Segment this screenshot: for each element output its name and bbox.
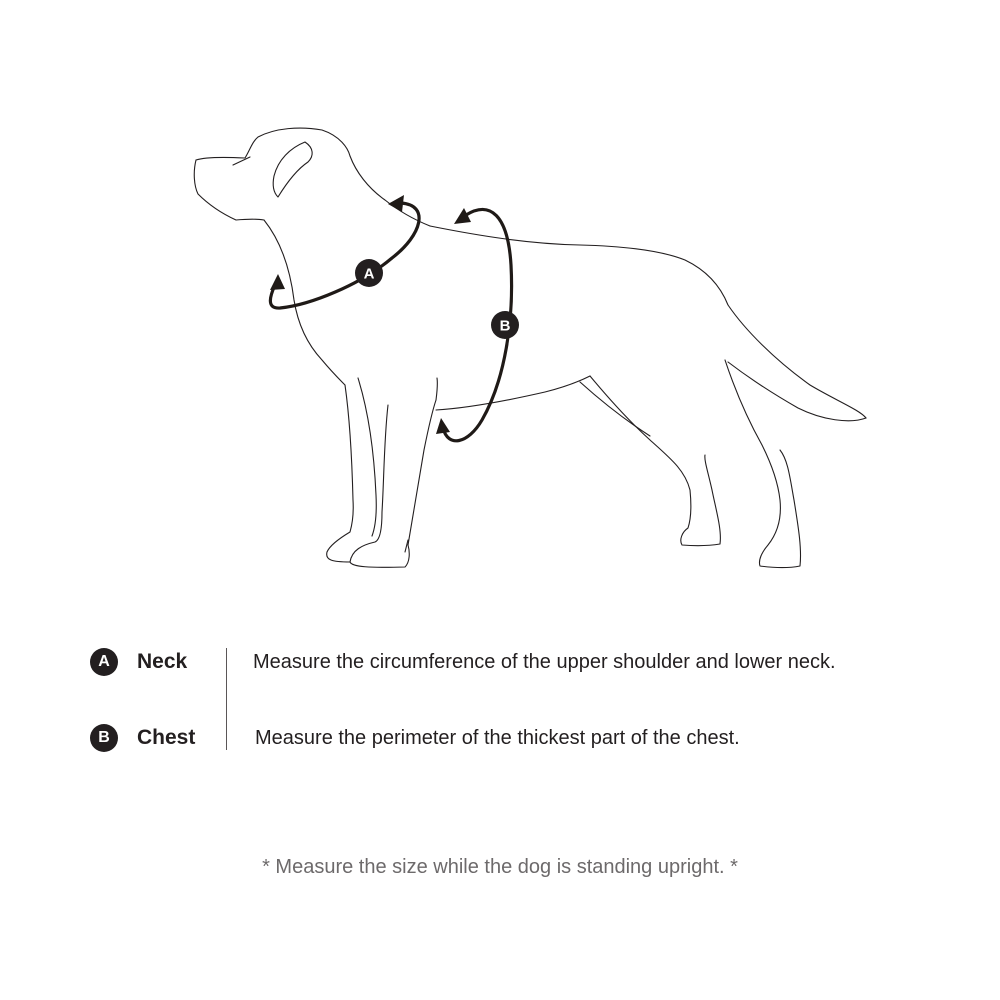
dog-ear-outline <box>273 142 312 197</box>
legend-name-neck: Neck <box>137 650 188 673</box>
legend-name-chest: Chest <box>137 726 196 749</box>
measurement-legend <box>90 645 950 755</box>
dog-jaw-outline <box>194 160 264 220</box>
dog-head-outline <box>196 128 430 226</box>
chest-arrow-bottom-icon <box>436 418 450 434</box>
dog-elbow-detail <box>436 378 437 400</box>
chest-measurement <box>436 208 519 441</box>
neck-arrow-top-icon <box>388 195 404 212</box>
marker-b-label: B <box>499 317 511 335</box>
legend-row-chest <box>90 723 950 753</box>
legend-badge-b: B <box>90 724 118 752</box>
dog-toe-detail <box>405 540 408 552</box>
dog-hind-thigh <box>725 360 801 568</box>
marker-a-label: A <box>363 265 375 283</box>
dog-front-leg-outline <box>327 385 354 562</box>
dog-outline <box>194 128 866 567</box>
chest-arrow-top-icon <box>454 208 471 224</box>
neck-arrow-bottom-icon <box>270 274 285 290</box>
dog-tail-outline <box>728 362 866 421</box>
dog-front-leg-near <box>350 405 388 562</box>
legend-description-chest: Measure the perimeter of the thickest part of the chest. <box>255 727 740 749</box>
dog-front-leg-inner <box>358 378 376 536</box>
dog-front-paw-near <box>350 400 436 567</box>
legend-badge-a: A <box>90 648 118 676</box>
footnote: * Measure the size while the dog is standing upright. * <box>262 856 738 878</box>
legend-row-neck <box>90 647 950 677</box>
dog-belly-outline <box>436 376 590 410</box>
dog-hind-leg-near <box>580 382 650 436</box>
legend-description-neck: Measure the circumference of the upper shoulder and lower neck. <box>253 651 836 673</box>
dog-hind-leg-far <box>590 376 720 546</box>
